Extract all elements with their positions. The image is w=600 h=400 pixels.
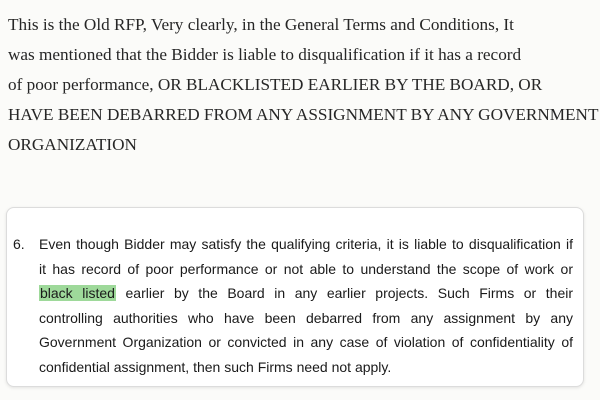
clause-text [39,232,573,379]
intro-line: was mentioned that the Bidder is liable to disqualification if it has a record [8,45,522,64]
intro-line: HAVE BEEN DEBARRED FROM ANY ASSIGNMENT BY ANY GOVERNMENT [8,105,599,124]
highlighted-phrase: black listed [40,285,115,301]
clause-line [39,281,573,306]
intro-line: ORGANIZATION [8,135,137,154]
rfp-excerpt-card [6,207,584,387]
clause-line: controlling authorities who have been debarred from any assignment by any [39,309,573,326]
clause-number: 6. [13,236,25,252]
clause-line-rest: earlier by the Board in any earlier projects. Such Firms or their [115,285,574,301]
clause-line: confidential assignment, then such Firms need not apply. [39,358,392,375]
intro-paragraph [8,10,599,160]
clause-line: Government Organization or convicted in any case of violation of confidentiality of [39,334,573,350]
clause-line: Even though Bidder may satisfy the qualifying criteria, it is liable to disqualification if [39,236,573,252]
intro-line: of poor performance, OR BLACKLISTED EARLIER BY THE BOARD, OR [8,75,543,94]
intro-line: This is the Old RFP, Very clearly, in the General Terms and Conditions, It [8,15,514,34]
clause-line: it has record of poor performance or not able to understand the scope of work or [39,260,573,277]
